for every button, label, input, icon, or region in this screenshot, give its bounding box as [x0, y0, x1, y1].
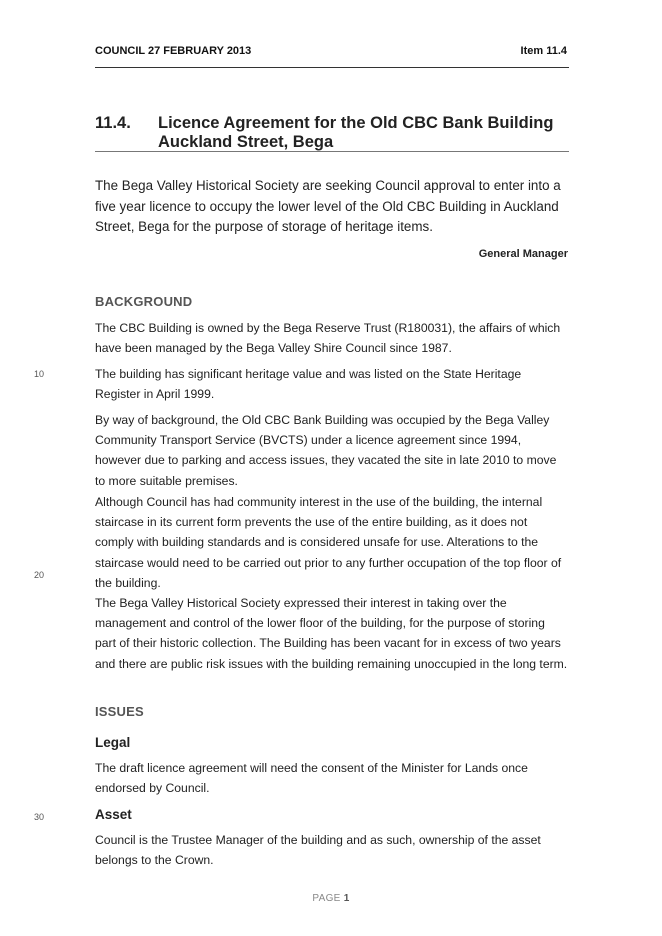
page-footer: [0, 893, 662, 904]
background-paragraph: The building has significant heritage value and was listed on the State Heritage Register in April 1999.: [95, 367, 522, 402]
item-title: [95, 114, 569, 152]
legal-heading: Legal: [95, 735, 131, 750]
item-title-line-2: Auckland Street, Bega: [158, 133, 334, 151]
item-number: 11.4.: [95, 114, 131, 132]
background-paragraph: Although Council has had community interest in the use of the building, the internal staircase in its current form prevents the use of the entire building, as it does not comply with building standards and is considered unsafe for use. Alterations to the staircase would need to be carried out prior to any further occupation of the top floor of the building.: [95, 495, 562, 590]
footer-page-number: 1: [343, 893, 350, 904]
legal-paragraph: The draft licence agreement will need the consent of the Minister for Lands once endorsed by Council.: [95, 761, 528, 796]
footer-page-label: PAGE: [312, 893, 341, 904]
author-label: General Manager: [478, 248, 568, 260]
item-title-line-1: Licence Agreement for the Old CBC Bank Building: [158, 114, 554, 132]
background-paragraph: The CBC Building is owned by the Bega Reserve Trust (R180031), the affairs of which have been managed by the Bega Valley Shire Council since 1987.: [95, 321, 561, 356]
item-title-text: [158, 114, 558, 152]
asset-paragraph: Council is the Trustee Manager of the building and as such, ownership of the asset belongs to the Crown.: [95, 833, 541, 868]
issues-heading: ISSUES: [95, 704, 144, 719]
summary-paragraph: The Bega Valley Historical Society are seeking Council approval to enter into a five year licence to occupy the lower level of the Old CBC Building in Auckland Street, Bega for the purpose of storage of heritage items.: [95, 178, 561, 234]
background-paragraph: The Bega Valley Historical Society expressed their interest in taking over the management and control of the lower floor of the building, for the purpose of storing part of their historic collection. The Building has been vacant for in excess of two years and there are public risk issues with the building remaining unoccupied in the long term.: [95, 596, 568, 671]
header-meeting-date: COUNCIL 27 FEBRUARY 2013: [95, 45, 252, 57]
background-heading: BACKGROUND: [95, 294, 193, 309]
page-header: [95, 45, 569, 68]
asset-heading: Asset: [95, 807, 132, 822]
background-paragraph: By way of background, the Old CBC Bank Building was occupied by the Bega Valley Community Transport Service (BVCTS) under a licence agreement since 1994, however due to parking and access issues, they vacated the site in late 2010 to move to more suitable premises.: [95, 413, 557, 488]
header-item-number: Item 11.4: [520, 45, 567, 57]
line-number: 10: [34, 369, 45, 379]
line-number: 20: [34, 570, 45, 580]
line-number: 30: [34, 812, 45, 822]
